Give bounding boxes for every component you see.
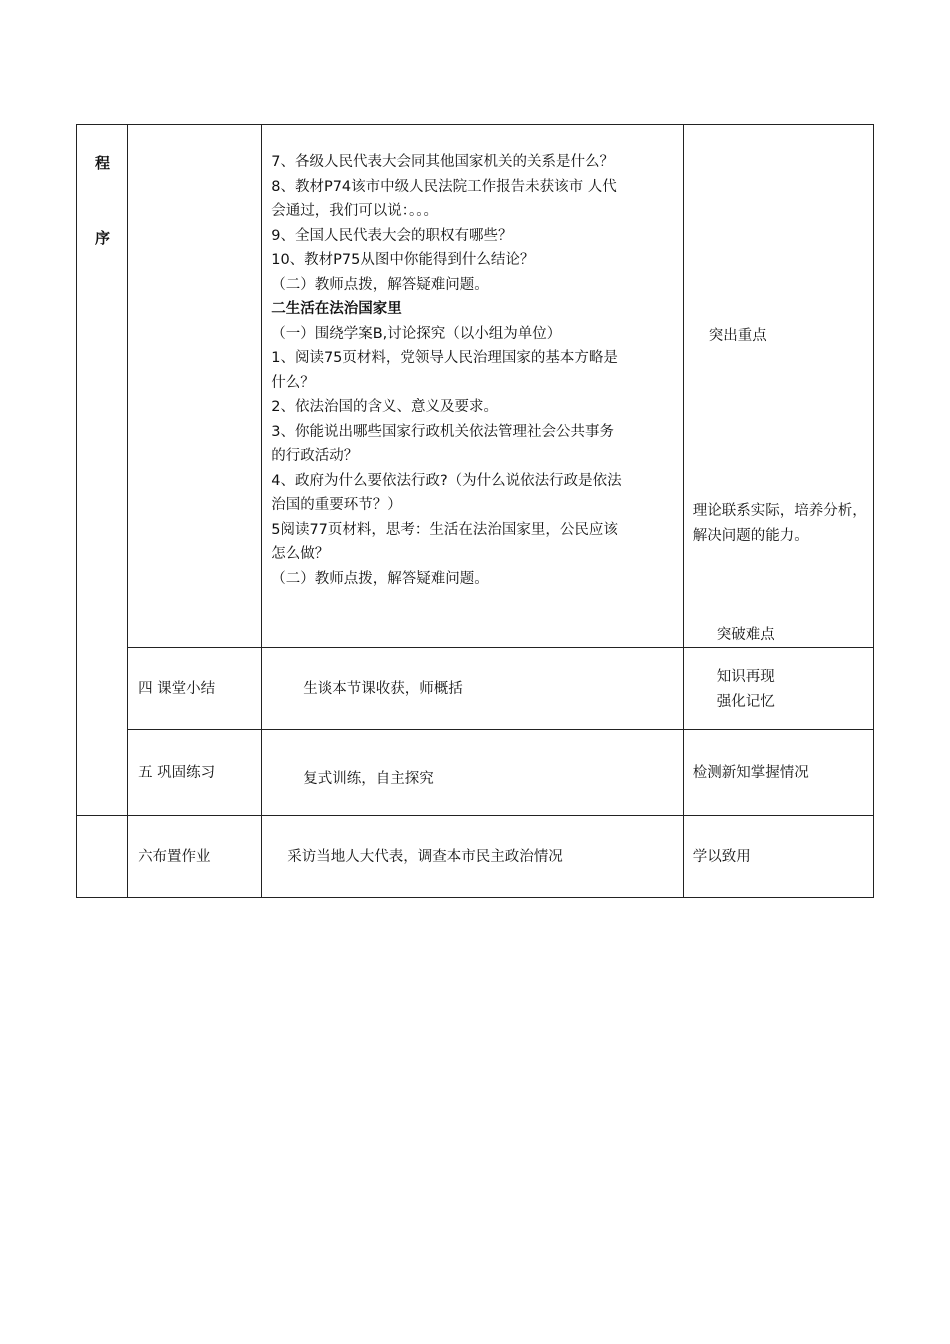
content-line: 8、教材P74该市中级人民法院工作报告未获该市 人代 [271, 178, 617, 195]
content-line: 1、阅读75页材料，党领导人民治理国家的基本方略是 [271, 350, 618, 366]
content-line: 4、政府为什么要依法行政?（为什么说依法行政是依法 [271, 472, 622, 489]
stage-label-char: 序 [94, 229, 110, 247]
content-line: 治国的重要环节？） [271, 497, 402, 513]
table-row [77, 125, 874, 648]
content-cell [262, 730, 684, 816]
section-label-cell [128, 730, 262, 816]
homework-content: 采访当地人大代表，调查本市民主政治情况 [287, 849, 563, 865]
content-line: （一）围绕学案B,讨论探究（以小组为单位） [271, 325, 562, 342]
homework-note: 学以致用 [692, 849, 751, 865]
design-note-cell [683, 648, 873, 730]
section-heading: 二生活在法治国家里 [271, 301, 402, 317]
homework-label: 六布置作业 [138, 849, 211, 865]
content-line: 什么？ [271, 374, 315, 391]
content-line: （二）教师点拨，解答疑难问题。 [271, 276, 489, 293]
content-line: 7、各级人民代表大会同其他国家机关的关系是什么？ [271, 154, 614, 170]
content-line: 3、你能说出哪些国家行政机关依法管理社会公共事务 [271, 423, 614, 440]
section-label-cell [128, 125, 262, 648]
summary-note-line: 知识再现 [716, 669, 775, 685]
design-note-focus: 突出重点 [708, 328, 767, 344]
summary-label: 四 课堂小结 [138, 681, 216, 697]
table-row [77, 648, 874, 730]
content-line: 9、全国人民代表大会的职权有哪些？ [271, 227, 513, 244]
content-line: 怎么做？ [271, 546, 330, 562]
design-note-breakthrough: 突破难点 [716, 627, 775, 643]
table-row [77, 816, 874, 898]
table-row [77, 730, 874, 816]
summary-note [684, 648, 873, 714]
summary-content: 生谈本节课收获，师概括 [303, 681, 463, 697]
content-line: 的行政活动？ [271, 448, 359, 464]
content-line: 10、教材P75从图中你能得到什么结论？ [271, 252, 535, 268]
lesson-plan-table [76, 124, 874, 898]
practice-label: 五 巩固练习 [138, 765, 216, 781]
design-note-theory: 理论联系实际，培养分析，解决问题的能力。 [692, 503, 867, 544]
section-label-cell [128, 816, 262, 898]
content-line: 2、依法治国的含义、意义及要求。 [271, 399, 498, 415]
practice-note: 检测新知掌握情况 [692, 765, 809, 781]
content-line: 5阅读77页材料，思考：生活在法治国家里，公民应该 [271, 521, 618, 538]
content-cell [262, 816, 684, 898]
content-cell [262, 125, 684, 648]
stage-column-cell [77, 125, 128, 816]
content-line: 会通过，我们可以说：。。。 [271, 203, 438, 219]
section-label-cell [128, 648, 262, 730]
design-note-cell [683, 730, 873, 816]
stage-label-char: 程 [94, 154, 110, 172]
design-note-cell [683, 816, 873, 898]
design-note-cell [683, 125, 873, 648]
content-cell [262, 648, 684, 730]
stage-column-cell [77, 816, 128, 898]
content-line: （二）教师点拨，解答疑难问题。 [271, 570, 489, 587]
teaching-content [262, 125, 683, 591]
practice-content: 复式训练，自主探究 [303, 771, 434, 787]
summary-note-line: 强化记忆 [716, 693, 775, 710]
